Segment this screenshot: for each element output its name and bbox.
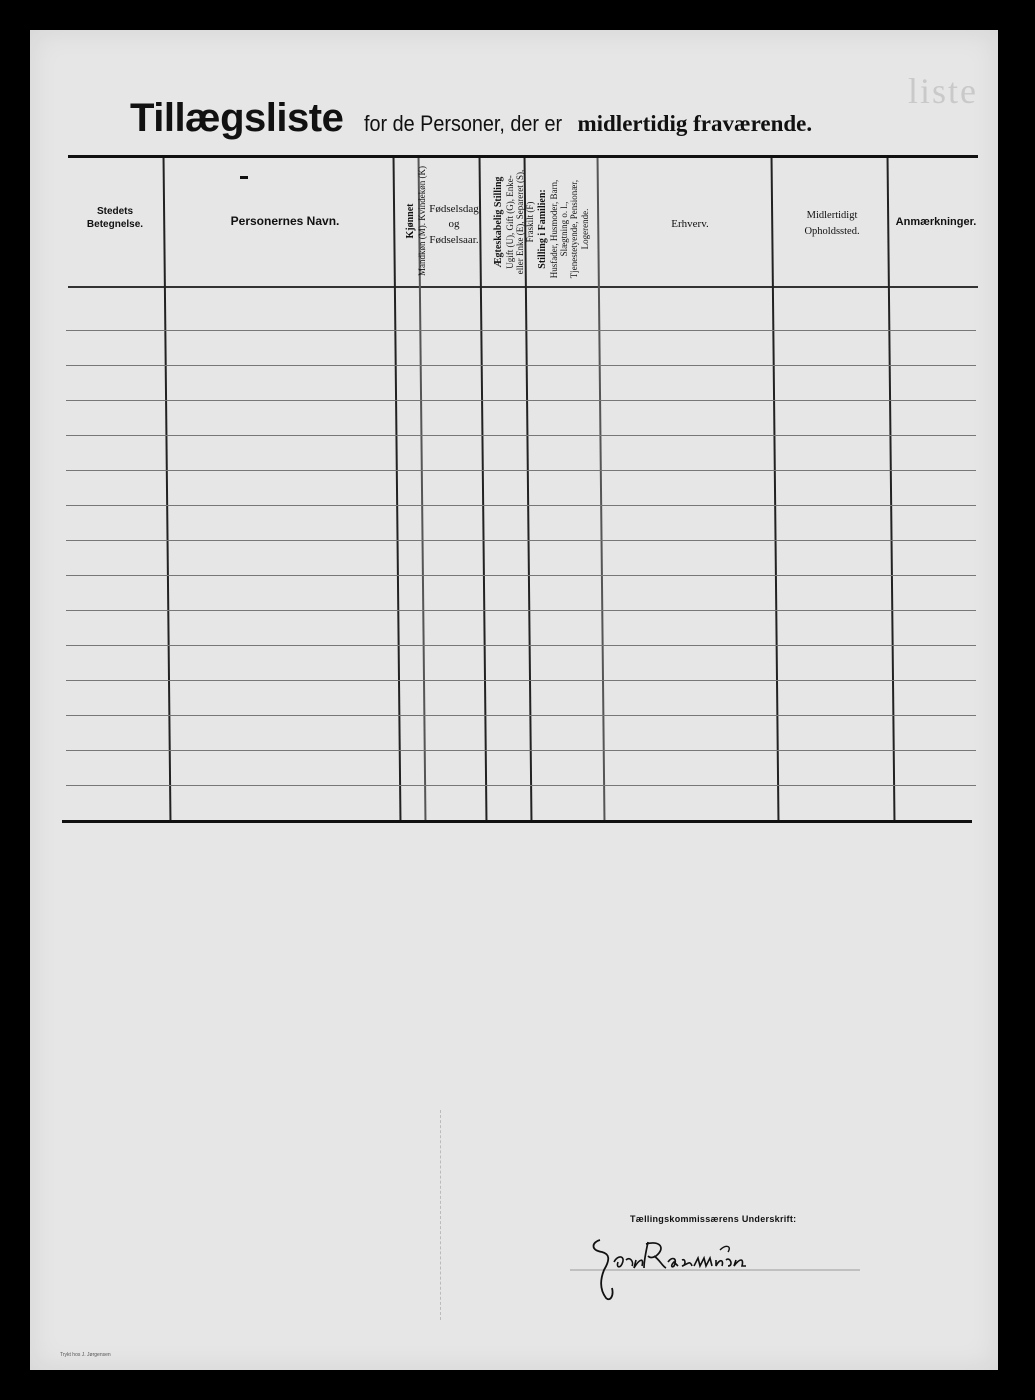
column-divider [597, 158, 605, 820]
header-midlertidigt [782, 208, 882, 240]
kjonnet-title: Kjønnet [405, 203, 416, 239]
table-row [66, 365, 976, 366]
form-title [130, 96, 812, 141]
column-divider [887, 158, 895, 820]
bleed-through-text: liste [908, 71, 978, 111]
aegteskab-title: Ægteskabelig Stilling [493, 176, 504, 268]
signature-name [590, 1320, 596, 1321]
column-divider [479, 158, 487, 820]
table-row [66, 750, 976, 751]
kjonnet-sub: Mandkøn (M). Kvindekøn (K) [416, 166, 427, 276]
stilling-sub2: Slægtning o. l., [558, 201, 569, 257]
table-row [66, 645, 976, 646]
fodsel-line3: Fødselsaar. [429, 233, 479, 246]
printer-imprint: Trykt hos J. Jørgensen [60, 1352, 111, 1358]
fold-line [440, 1110, 442, 1320]
stilling-sub1: Husfader, Husmoder, Barn, [548, 179, 559, 279]
fodsel-line2: og [448, 218, 460, 231]
aegteskab-sub1: Ugift (U), Gift (G), Enke- [504, 175, 515, 269]
stilling-sub4: Logerende. [579, 208, 590, 250]
table-row [66, 505, 976, 506]
handwritten-signature [570, 1230, 870, 1310]
header-aegteskab [493, 162, 536, 282]
column-divider [393, 158, 401, 820]
aegteskab-sub3: Fraskilt (F) [525, 201, 536, 243]
table-row [66, 610, 976, 611]
title-main: Tillægsliste [130, 96, 344, 140]
table-row [66, 540, 976, 541]
column-divider [771, 158, 779, 820]
header-stedets: Stedets Betegnelse. [86, 206, 144, 230]
table-row [66, 575, 976, 576]
table-row [66, 330, 976, 331]
table-row [66, 400, 976, 401]
header-anmaerkninger: Anmærkninger. [895, 216, 977, 228]
census-form-sheet [30, 30, 998, 1370]
stilling-sub3: Tjenestetyende, Pensionær, [569, 179, 580, 279]
stilling-title: Stilling i Familien: [537, 189, 548, 269]
midlertidigt-line2: Opholdssted. [804, 225, 860, 237]
midlertidigt-line1: Midlertidigt [806, 210, 858, 221]
column-divider [163, 158, 171, 820]
fodsel-line1: Fødselsdag [429, 203, 479, 215]
header-fodsel [422, 202, 486, 248]
table-row [66, 785, 976, 786]
title-part2: midlertidig fraværende. [577, 111, 813, 136]
table-row [66, 680, 976, 681]
signature-label: Tællingskommissærens Underskrift: [630, 1214, 797, 1224]
header-rule [68, 286, 978, 288]
header-stilling [537, 167, 595, 291]
table-row [66, 435, 976, 436]
bottom-rule [62, 820, 972, 823]
aegteskab-sub2: eller Enke (E), Separeret (S), [514, 169, 525, 275]
title-part1: for de Personer, der er [364, 111, 563, 136]
ink-mark [240, 176, 248, 179]
header-navn: Personernes Navn. [230, 214, 340, 228]
header-erhverv: Erhverv. [671, 218, 709, 230]
table-row [66, 470, 976, 471]
table-row [66, 715, 976, 716]
